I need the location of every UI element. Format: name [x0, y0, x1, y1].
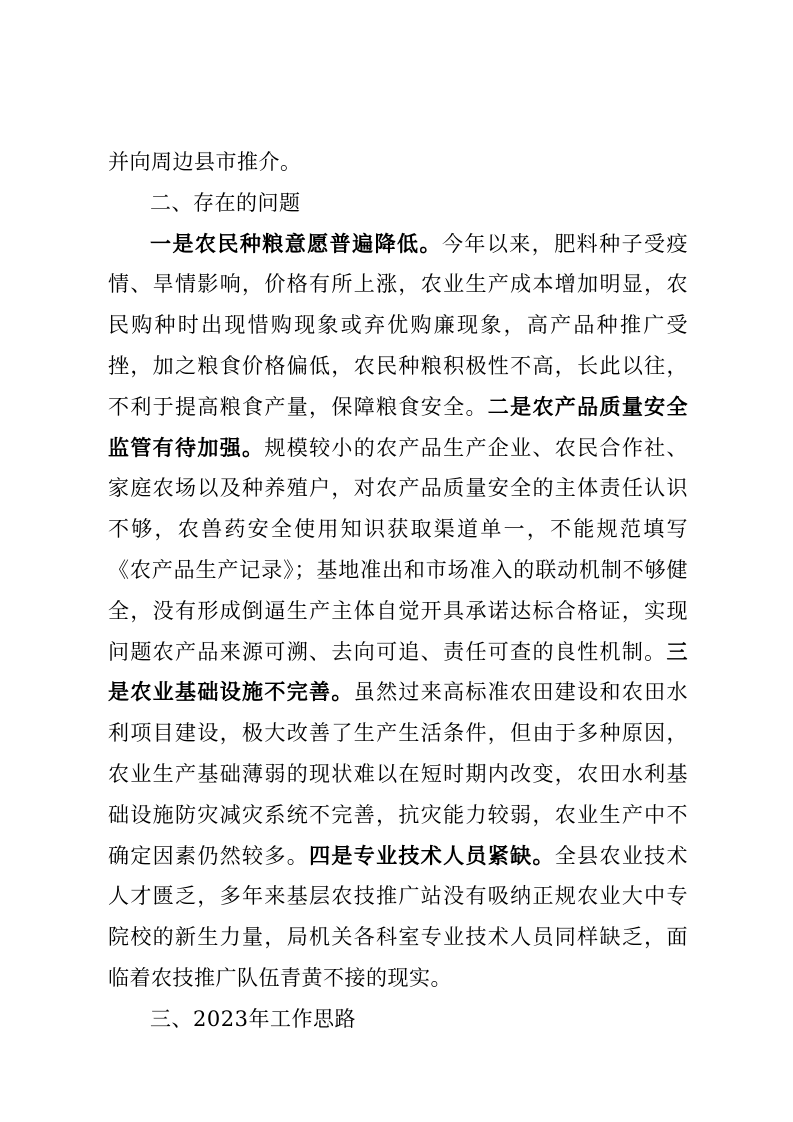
issue-4-title: 四是专业技术人员紧缺。	[309, 842, 555, 868]
issue-2-title: 二是农产品质量安全监管有待加强。	[108, 393, 689, 460]
issue-1-title: 一是农民种粮意愿普遍降低。	[150, 230, 442, 256]
issue-3-title: 三是农业基础设施不完善。	[108, 638, 688, 705]
problems-paragraph	[108, 224, 688, 999]
issue-4-body: 全县农业技术人才匮乏，多年来基层农技推广站没有吸纳正规农业大中专院校的新生力量，局机关各科室专业技术人员同样缺乏，面临着农技推广队伍青黄不接的现实。	[108, 843, 689, 990]
paragraph-continuation: 并向周边县市推介。	[108, 150, 302, 174]
issue-2-body: 规模较小的农产品生产企业、农民合作社、家庭农场以及种养殖户，对农产品质量安全的主体责任认识不够，农兽药安全使用知识获取渠道单一，不能规范填写《农产品生产记录》；基地准出和市场准入的联动机制不够健全，没有形成倒逼生产主体自觉开具承诺达标合格证，实现问题农产品来源可溯、去向可追、责任可查的良性机制。	[108, 435, 689, 664]
section-heading-work-plan: 三、2023年工作思路	[150, 1006, 356, 1031]
issue-1-body: 今年以来，肥料种子受疫情、旱情影响，价格有所上涨，农业生产成本增加明显，农民购种时出现惜购现象或弃优购廉现象，高产品种推广受挫，加之粮食价格偏低，农民种粮积极性不高，长此以往，不利于提高粮食产量，保障粮食安全。	[108, 231, 689, 419]
issue-3-body: 虽然过来高标准农田建设和农田水利项目建设，极大改善了生产生活条件，但由于多种原因，农业生产基础薄弱的现状难以在短时期内改变，农田水利基础设施防灾减灾系统不完善，抗灾能力较弱，农业生产中不确定因素仍然较多。	[108, 680, 689, 868]
section-heading-problems: 二、存在的问题	[150, 190, 301, 215]
document-body	[108, 142, 688, 1040]
